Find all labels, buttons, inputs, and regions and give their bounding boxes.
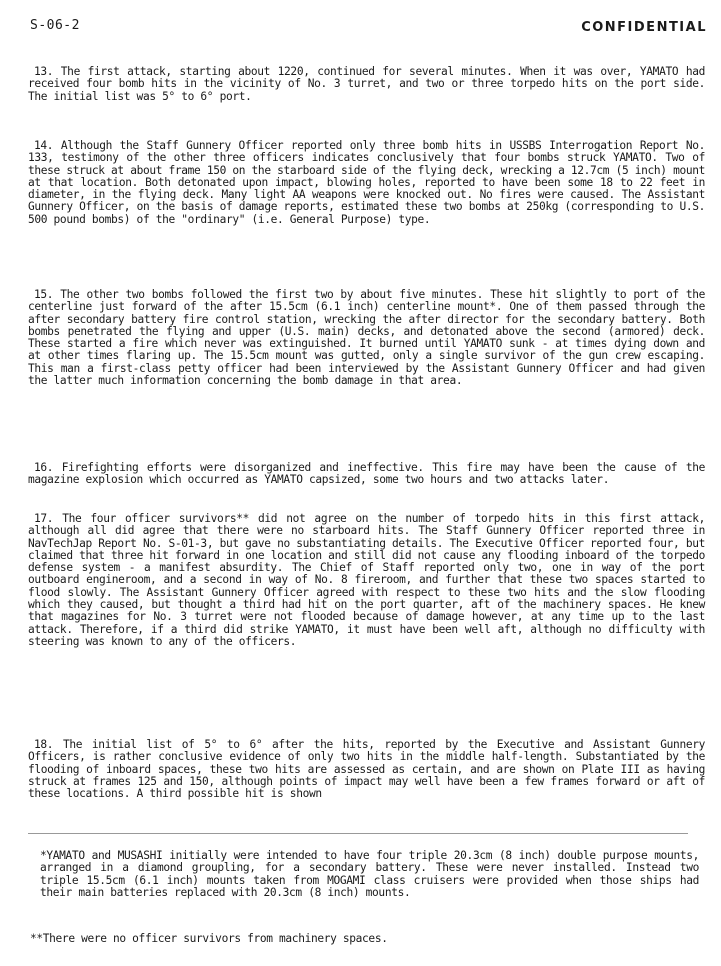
paragraph-number: 14. [34,139,54,152]
paragraph-text: Firefighting efforts were disorganized and ineffective. This fire may have been the cause of the magazine explosion which occurred as YAMATO capsized, some two hours and two attacks later. [28,461,705,487]
paragraph-number: 16. [34,461,54,474]
paragraph-14 [28,140,705,226]
paragraph-15 [28,289,705,387]
paragraph-text: The initial list of 5° to 6° after the hits, reported by the Executive and Assistant Gunnery Officers, is rather conclusive evidence of only two hits in the middle half-length. Substantiated by the flooding of inboard spaces, these two hits are assessed as certain, and are shown on Plate III as having struck at frames 125 and 150, although points of impact may well have been a few frames forward or aft of these locations. A third possible hit is shown [28,738,705,801]
paragraph-16 [28,462,705,487]
document-id: S-06-2 [30,18,80,33]
paragraph-number: 13. [34,65,54,78]
paragraph-17 [28,513,705,648]
paragraph-number: 17. [34,512,54,525]
paragraph-text: Although the Staff Gunnery Officer reported only three bomb hits in USSBS Interrogation Report No. 133, testimony of the other three officers indicates conclusively that four bombs struck YAMATO. Two of these struck at about frame 150 on the starboard side of the flying deck, wrecking a 12.7cm (5 inch) mount at that location. Both detonated upon impact, blowing holes, reported to have been some 18 to 22 feet in diameter, in the flying deck. Many light AA weapons were knocked out. No fires were caused. The Assistant Gunnery Officer, on the basis of damage reports, estimated these two bombs at 250kg (corresponding to U.S. 500 pound bombs) of the "ordinary" (i.e. General Purpose) type. [28,139,705,226]
paragraph-number: 18. [34,738,54,751]
paragraph-13 [28,66,705,103]
paragraph-number: 15. [34,288,54,301]
paragraph-text: The first attack, starting about 1220, continued for several minutes. When it was over, YAMATO had received four bomb hits in the vicinity of No. 3 turret, and two or three torpedo hits on the port side. The initial list was 5° to 6° port. [28,65,705,103]
footnote-1: *YAMATO and MUSASHI initially were intended to have four triple 20.3cm (8 inch) double purpose mounts, arranged in a diamond groupling, for a secondary battery. These were never installed. Instead two triple 15.5cm (6.1 inch) mounts taken from MOGAMI class cruisers were provided when those ships had their main batteries replaced with 20.3cm (8 inch) mounts. [40,849,699,899]
footnote-divider [28,833,688,834]
footnote-2: **There were no officer survivors from machinery spaces. [30,932,388,945]
paragraph-text: The four officer survivors** did not agree on the number of torpedo hits in this first attack, although all did agree that there were no starboard hits. The Staff Gunnery Officer reported three in NavTechJap Report No. S-01-3, but gave no substantiating details. The Executive Officer reported four, but claimed that three hit forward in one location and still did not cause any flooding inboard of the torpedo defense system - a manifest absurdity. The Chief of Staff reported only two, one in way of the port outboard engineroom, and a second in way of No. 8 fireroom, and further that these two spaces started to flood slowly. The Assistant Gunnery Officer agreed with respect to these two hits and the slow flooding which they caused, but thought a third had hit on the port quarter, aft of the machinery spaces. He knew that magazines for No. 3 turret were not flooded because of damage however, at any time up to the last attack. Therefore, if a third did strike YAMATO, it must have been well aft, although no difficulty with steering was known to any of the officers. [28,512,705,648]
paragraph-18 [28,739,705,800]
classification-marking: CONFIDENTIAL [581,20,707,35]
paragraph-text: The other two bombs followed the first two by about five minutes. These hit slightly to port of the centerline just forward of the after 15.5cm (6.1 inch) centerline mount*. One of them passed through the after secondary battery fire control station, wrecking the after director for the secondary battery. Both bombs penetrated the flying and upper (U.S. main) decks, and detonated above the second (armored) deck. These started a fire which never was extinguished. It burned until YAMATO sunk - at times dying down and at other times flaring up. The 15.5cm mount was gutted, only a single survivor of the gun crew escaping. This man a first-class petty officer had been interviewed by the Assistant Gunnery Officer and had given the latter much information concerning the bomb damage in that area. [28,288,705,388]
